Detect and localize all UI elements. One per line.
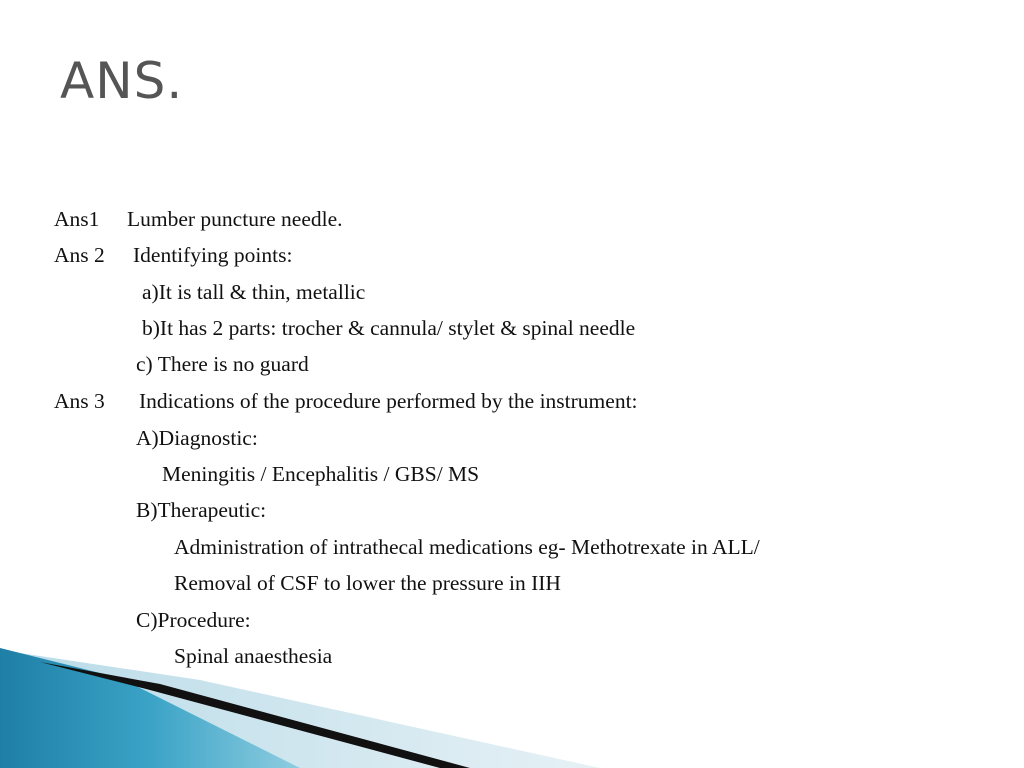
point-b: b)It has 2 parts: trocher & cannula/ stylet & spinal needle: [142, 316, 636, 340]
procedure-item: Spinal anaesthesia: [174, 644, 333, 668]
diagnostic-heading: A)Diagnostic:: [136, 426, 258, 450]
point-a: a)It is tall & thin, metallic: [142, 280, 366, 304]
answer-text-3: Indications of the procedure performed by the instrument:: [139, 389, 638, 413]
therapeutic-item-1: Administration of intrathecal medications eg- Methotrexate in ALL/: [174, 535, 760, 559]
point-c: c) There is no guard: [136, 352, 309, 376]
answer-label-2: Ans 2: [54, 243, 105, 267]
answer-text-1: Lumber puncture needle.: [127, 207, 343, 231]
therapeutic-item-2: Removal of CSF to lower the pressure in IIH: [174, 571, 561, 595]
answer-label-3: Ans 3: [54, 389, 105, 413]
answer-text-2: Identifying points:: [133, 243, 293, 267]
slide-title: ANS.: [60, 52, 184, 110]
procedure-heading: C)Procedure:: [136, 608, 251, 632]
diagnostic-item: Meningitis / Encephalitis / GBS/ MS: [162, 462, 480, 486]
answer-label-1: Ans1: [54, 207, 100, 231]
therapeutic-heading: B)Therapeutic:: [136, 498, 267, 522]
